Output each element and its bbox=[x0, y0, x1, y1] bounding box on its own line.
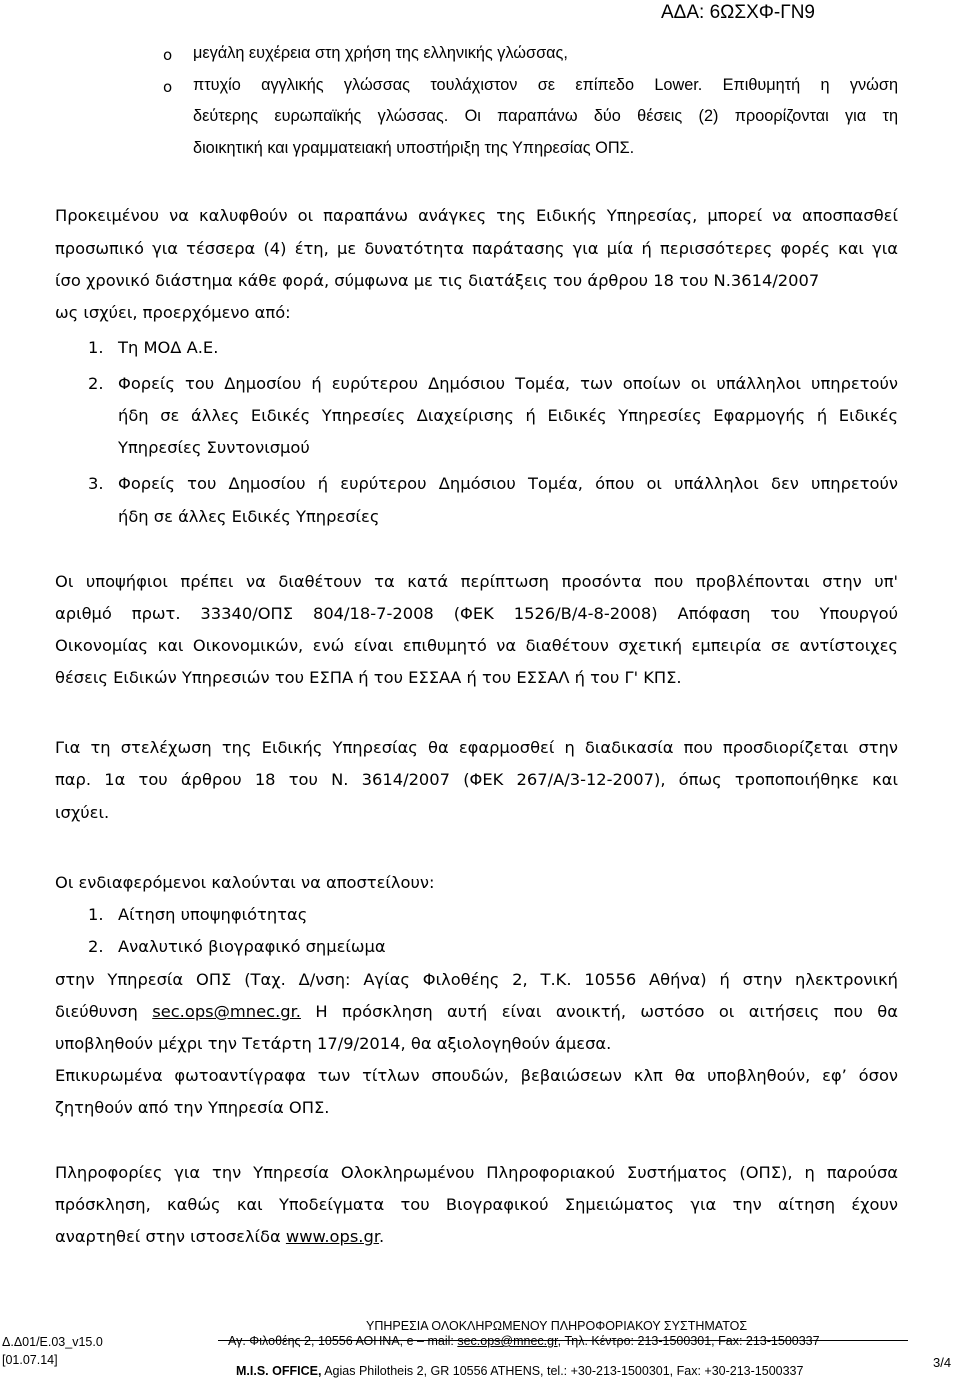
p2-line-4: θέσεις Ειδικών Υπηρεσιών του ΕΣΠΑ ή του ΕΣΣΑΑ ή του ΕΣΣΑΛ ή του Γ' ΚΠΣ. bbox=[55, 668, 682, 687]
p1-line-2: προσωπικό για τέσσερα (4) έτη, με δυνατότητα παράτασης για μία ή περισσότερες φορές και για bbox=[55, 239, 898, 258]
p5-line-1: Πληροφορίες για την Υπηρεσία Ολοκληρωμένου Πληροφοριακού Συστήματος (ΟΠΣ), η παρούσα bbox=[55, 1163, 898, 1182]
bullet-2-line-2: δεύτερης ευρωπαϊκής γλώσσας. Οι παραπάνω δύο θέσεις (2) προορίζονται για τη bbox=[193, 107, 898, 125]
p4-line-2-text-rest: Η πρόσκληση αυτή είναι ανοικτή, ωστόσο οι αιτήσεις που θα bbox=[300, 1002, 898, 1021]
list-number: 1. bbox=[88, 338, 104, 357]
ada-code: ΑΔΑ: 6ΩΣΧΦ-ΓΝ9 bbox=[660, 2, 815, 23]
p1-line-3: ίσο χρονικό διάστημα κάθε φορά, σύμφωνα με τις διατάξεις του άρθρου 18 του Ν.3614/2007 bbox=[55, 271, 820, 290]
page-number: 3/4 bbox=[933, 1355, 952, 1370]
p5-line-3-text: αναρτηθεί στην ιστοσελίδα bbox=[55, 1227, 286, 1246]
list-number: 3. bbox=[88, 474, 104, 493]
p4-line-3: υποβληθούν μέχρι την Τετάρτη 17/9/2014, θα αξιολογηθούν άμεσα. bbox=[55, 1034, 612, 1053]
p5-line-3 bbox=[55, 1227, 898, 1246]
list-number: 2. bbox=[88, 937, 104, 956]
p1-line-1: Προκειμένου να καλυφθούν οι παραπάνω ανάγκες της Ειδικής Υπηρεσίας, μπορεί να αποσπασθεί bbox=[55, 206, 898, 225]
bullet-2-line-1: πτυχίο αγγλικής γλώσσας τουλάχιστον σε επίπεδο Lower. Επιθυμητή η γνώση bbox=[193, 76, 898, 94]
p5-line-2: πρόσκληση, καθώς και Υποδείγματα του Βιογραφικού Σημειώματος για την αίτηση έχουν bbox=[55, 1195, 898, 1214]
list-item: ήδη σε άλλες Ειδικές Υπηρεσίες Διαχείρισης ή Ειδικές Υπηρεσίες Εφαρμογής ή Ειδικές bbox=[118, 406, 898, 425]
footer-email-link[interactable]: sec.ops@mnec.gr bbox=[457, 1334, 558, 1348]
footer-divider bbox=[218, 1340, 908, 1341]
website-link[interactable]: www.ops.gr bbox=[285, 1227, 380, 1246]
footer-address-rest: , Τηλ. Κέντρο: 213-1500301, Fax: 213-1500337 bbox=[557, 1334, 820, 1348]
bullet-marker: o bbox=[163, 78, 173, 96]
footer-english-bold: M.I.S. OFFICE, bbox=[236, 1364, 322, 1378]
bullet-2-line-3: διοικητική και γραμματειακή υποστήριξη της Υπηρεσίας ΟΠΣ. bbox=[193, 139, 635, 157]
list-item: Υπηρεσίες Συντονισμού bbox=[118, 438, 310, 457]
p2-line-3: Οικονομίας και Οικονομικών, ενώ είναι επιθυμητό να διαθέτουν σχετική εμπειρία σε αντίστοιχες bbox=[55, 636, 898, 655]
p3-line-3: ισχύει. bbox=[55, 803, 110, 822]
p4-line-4: Επικυρωμένα φωτοαντίγραφα των τίτλων σπουδών, βεβαιώσεων κλπ θα υποβληθούν, εφ’ όσον bbox=[55, 1066, 898, 1085]
list-item: ήδη σε άλλες Ειδικές Υπηρεσίες bbox=[118, 507, 380, 526]
p3-line-2: παρ. 1α του άρθρου 18 του Ν. 3614/2007 (ΦΕΚ 267/Α/3-12-2007), όπως τροποποιήθηκε και bbox=[55, 770, 898, 789]
list-item: Αναλυτικό βιογραφικό σημείωμα bbox=[118, 937, 386, 956]
p2-line-2: αριθμό πρωτ. 33340/ΟΠΣ 804/18-7-2008 (ΦΕΚ 1526/Β/4-8-2008) Απόφαση του Υπουργού bbox=[55, 604, 898, 623]
list-item: Φορείς του Δημοσίου ή ευρύτερου Δημόσιου Τομέα, όπου οι υπάλληλοι δεν υπηρετούν bbox=[118, 474, 898, 493]
p2-line-1: Οι υποψήφιοι πρέπει να διαθέτουν τα κατά περίπτωση προσόντα που προβλέπονται στην υπ' bbox=[55, 572, 898, 591]
footer-doc-code: Δ.Δ01/Ε.03_v15.0 bbox=[2, 1335, 103, 1349]
footer-english-rest: Agias Philotheis 2, GR 10556 ATHENS, tel.: +30-213-1500301, Fax: +30-213-1500337 bbox=[321, 1364, 804, 1378]
list-item: Τη ΜΟΔ Α.Ε. bbox=[118, 338, 219, 357]
bullet-1: μεγάλη ευχέρεια στη χρήση της ελληνικής γλώσσας, bbox=[193, 44, 568, 62]
footer-org-name: ΥΠΗΡΕΣΙΑ ΟΛΟΚΛΗΡΩΜΕΝΟΥ ΠΛΗΡΟΦΟΡΙΑΚΟΥ ΣΥΣΤΗΜΑΤΟΣ bbox=[366, 1319, 748, 1333]
footer-english-address bbox=[236, 1364, 803, 1378]
footer-address bbox=[228, 1334, 820, 1348]
p4-intro: Οι ενδιαφερόμενοι καλούνται να αποστείλουν: bbox=[55, 873, 435, 892]
list-number: 2. bbox=[88, 374, 104, 393]
p4-line-2 bbox=[55, 1002, 898, 1021]
p4-line-5: ζητηθούν από την Υπηρεσία ΟΠΣ. bbox=[55, 1098, 330, 1117]
list-item: Αίτηση υποψηφιότητας bbox=[118, 905, 308, 924]
p4-line-1: στην Υπηρεσία ΟΠΣ (Ταχ. Δ/νση: Αγίας Φιλοθέης 2, Τ.Κ. 10556 Αθήνα) ή στην ηλεκτρονική bbox=[55, 970, 898, 989]
p1-line-4: ως ισχύει, προερχόμενο από: bbox=[55, 303, 291, 322]
p3-line-1: Για τη στελέχωση της Ειδικής Υπηρεσίας θα εφαρμοσθεί η διαδικασία που προσδιορίζεται στην bbox=[55, 738, 898, 757]
footer-doc-date: [01.07.14] bbox=[2, 1353, 58, 1367]
list-number: 1. bbox=[88, 905, 104, 924]
bullet-marker: o bbox=[163, 46, 173, 64]
p4-line-2-text: διεύθυνση bbox=[55, 1002, 153, 1021]
p5-line-3-end: . bbox=[379, 1227, 385, 1246]
list-item: Φορείς του Δημοσίου ή ευρύτερου Δημόσιου Τομέα, των οποίων οι υπάλληλοι υπηρετούν bbox=[118, 374, 898, 393]
email-link[interactable]: sec.ops@mnec.gr. bbox=[152, 1002, 301, 1021]
footer-address-text: Αγ. Φιλοθέης 2, 10556 ΑΘΗΝΑ, e – mail: bbox=[228, 1334, 458, 1348]
